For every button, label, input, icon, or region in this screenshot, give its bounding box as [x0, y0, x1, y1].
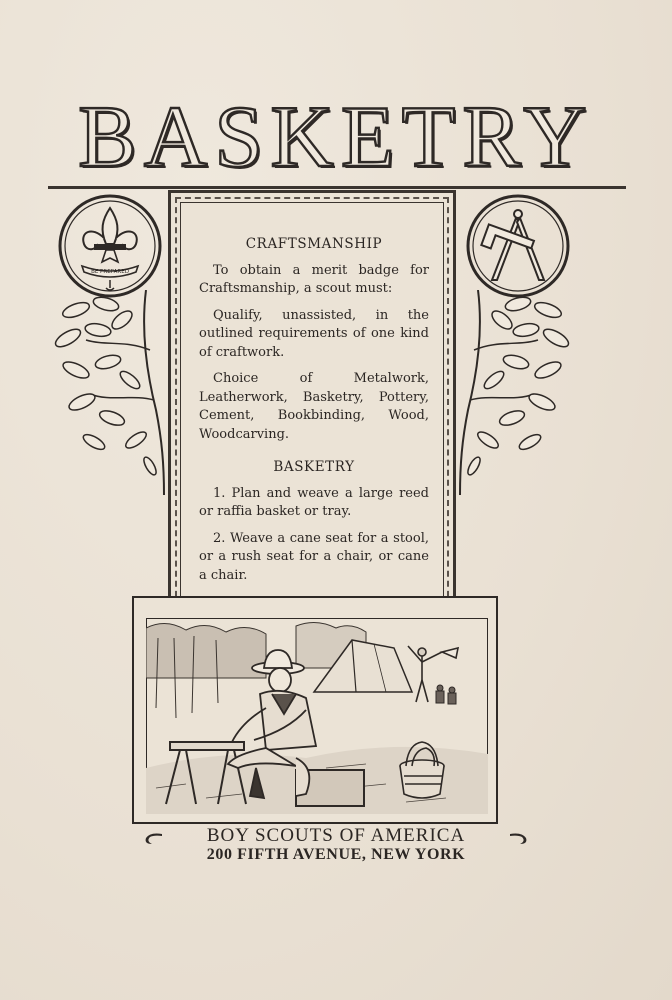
- left-foliage-ornament: [46, 290, 174, 495]
- requirement-item-1: 1. Plan and weave a large reed or raffia basket or tray.: [199, 485, 429, 519]
- publisher-name: BOY SCOUTS OF AMERICA: [206, 825, 466, 846]
- scout-weaving-illustration: [146, 618, 488, 814]
- requirements-box: [168, 190, 456, 614]
- badge-motto: BE PREPARED: [91, 269, 129, 275]
- requirements-choices: Choice of Metalwork, Leatherwork, Basketry, Pottery, Cement, Bookbinding, Wood, Woodcarving.: [199, 371, 429, 442]
- requirements-intro: To obtain a merit badge for Craftsmanship, a scout must:: [199, 262, 429, 296]
- title-rule: [48, 186, 626, 189]
- publisher-block: [120, 826, 552, 864]
- requirement-item-2: 2. Weave a cane seat for a stool, or a rush seat for a chair, or cane a chair.: [199, 530, 429, 583]
- requirements-qualify: Qualify, unassisted, in the outlined requirements of one kind of craftwork.: [199, 307, 429, 360]
- fleur-de-lis-badge-icon: [54, 192, 166, 304]
- craftsmanship-heading: CRAFTSMANSHIP: [245, 236, 383, 252]
- basketry-heading: BASKETRY: [273, 459, 355, 475]
- publisher-address: 200 FIFTH AVENUE, NEW YORK: [206, 846, 466, 863]
- requirements-text: [199, 235, 429, 593]
- right-foliage-ornament: [450, 290, 578, 495]
- cover-title: BASKETRY: [78, 89, 594, 186]
- compass-square-icon: [462, 192, 574, 304]
